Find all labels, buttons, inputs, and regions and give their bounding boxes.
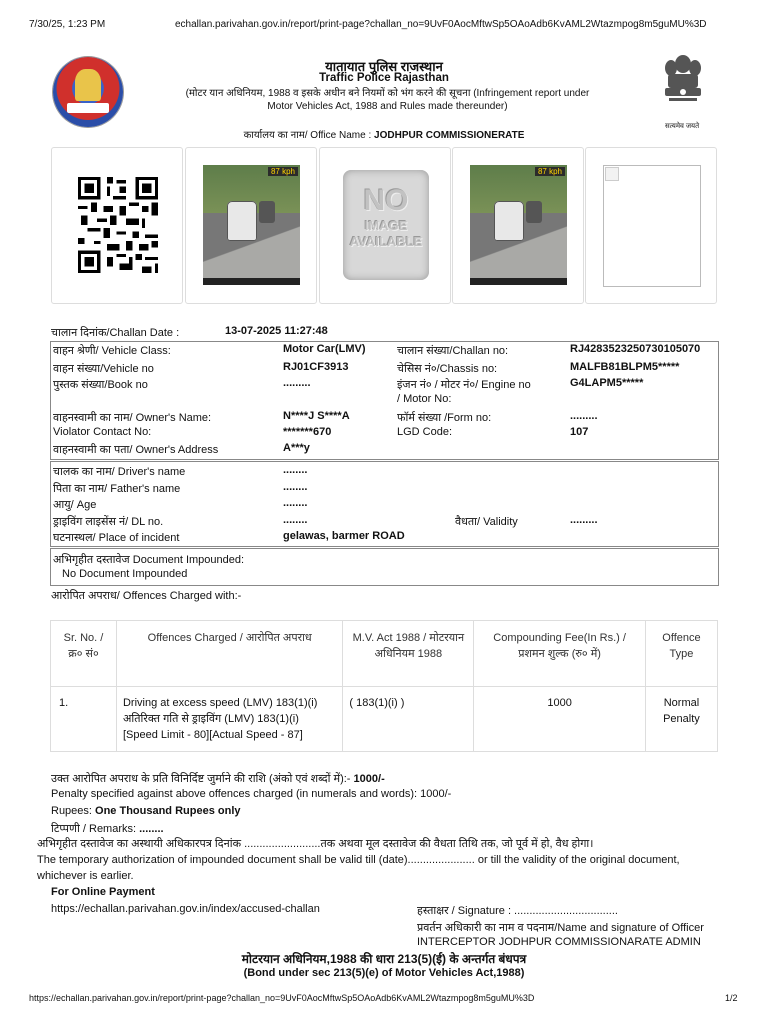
owner-name-label: वाहनस्वामी का नाम/ Owner's Name: (53, 412, 212, 424)
table-row (51, 687, 718, 752)
challan-no-value: RJ4283523250730105070 (570, 343, 701, 355)
father-name-value: ........ (283, 481, 308, 493)
lgd-code-value: 107 (570, 426, 589, 438)
officer-label: प्रवर्तन अधिकारी का नाम व पदनाम/Name and signature of Officer (417, 922, 704, 934)
dl-no-value: ........ (283, 514, 308, 526)
offence-line-3: [Speed Limit - 80][Actual Speed - 87] (122, 729, 303, 741)
driver-name-value: ........ (283, 464, 308, 476)
violation-photo-1 (203, 165, 300, 285)
title-english: Traffic Police Rajasthan (319, 72, 449, 84)
challan-date-value: 13-07-2025 11:27:48 (225, 325, 328, 337)
challan-date-label: चालान दिनांक/Challan Date : (51, 327, 180, 339)
vehicle-class-value: Motor Car(LMV) (283, 343, 366, 355)
subtitle: (मोटर यान अधिनियम, 1988 व इसके अधीन बने नियमों को भंग करने की सूचना (Infringement report under Motor Vehicles Act, 1988 and Rules made thereunder) (185, 88, 590, 112)
remarks-value: ........ (139, 823, 164, 835)
violation-photo-2 (470, 165, 567, 285)
speed-overlay: 87 kph (535, 167, 565, 176)
col-fee: Compounding Fee(In Rs.) / प्रशमन शुल्क (रु० में) (474, 621, 646, 687)
no-image-card (319, 147, 451, 304)
office-name (0, 127, 768, 141)
offence-line-1: Driving at excess speed (LMV) 183(1)(i) (122, 697, 318, 709)
chassis-no-value: MALFB81BLPM5***** (570, 361, 680, 373)
col-type: Offence Type (645, 621, 717, 687)
speed-overlay: 87 kph (268, 167, 298, 176)
contact-no-label: Violator Contact No: (53, 426, 152, 438)
col-act: M.V. Act 1988 / मोटरयान अधिनियम 1988 (343, 621, 474, 687)
col-sr-no: Sr. No. / क्र० सं० (51, 621, 117, 687)
book-no-label: पुस्तक संख्या/Book no (53, 379, 148, 391)
print-datetime: 7/30/25, 1:23 PM (29, 19, 106, 30)
father-name-label: पिता का नाम/ Father's name (53, 483, 181, 495)
form-no-label: फॉर्म संख्या /Form no: (397, 412, 492, 424)
contact-no-value: *******670 (283, 426, 332, 438)
page-number: 1/2 (725, 993, 738, 1003)
rupees-line (51, 805, 241, 817)
rupees-label: Rupees: (51, 805, 96, 817)
qr-code-icon (78, 177, 158, 273)
temp-authorization-english-2: whichever is earlier. (37, 870, 134, 882)
office-value: JODHPUR COMMISSIONERATE (374, 130, 525, 141)
emblem-caption: सत्यमेव जयते (665, 123, 700, 130)
owner-name-value: N****J S****A (283, 410, 350, 422)
book-no-value: ......... (283, 377, 311, 389)
age-value: ........ (283, 497, 308, 509)
title-hindi: यातायात पुलिस राजस्थान (325, 59, 443, 74)
age-label: आयु/ Age (53, 499, 97, 511)
violation-photo-card-2 (452, 147, 584, 304)
challan-no-label: चालान संख्या/Challan no: (397, 345, 509, 357)
footer-url: https://echallan.parivahan.gov.in/report/print-page?challan_no=9UvF0AocMftwSp5OAoAdb6KvAML2Wtazmpog8m5guMU%3D (29, 993, 535, 1003)
temp-authorization-hindi: अभिगृहीत दस्तावेज का अस्थायी अधिकारपत्र दिनांक .........................तक अथवा मूल दस्तावेज की वैधता तिथि तक, जो पूर्व में हो, वैध होगा। (37, 838, 594, 850)
owner-address-value: A***y (283, 442, 310, 454)
penalty-hindi-value: 1000/- (350, 773, 385, 785)
temp-authorization-english-1: The temporary authorization of impounded document shall be valid till (date)...................... or till the validity of the original document, (37, 854, 680, 866)
broken-image-card (585, 147, 717, 304)
print-url: echallan.parivahan.gov.in/report/print-page?challan_no=9UvF0AocMftwSp5OAoAdb6KvAML2Wtazmpog8m5guMU%3D (175, 19, 707, 30)
place-value: gelawas, barmer ROAD (283, 530, 405, 542)
document-impounded-value: No Document Impounded (62, 568, 188, 580)
bond-title-english: (Bond under sec 213(5)(e) of Motor Vehicles Act,1988) (243, 967, 525, 979)
cell-offence (116, 687, 342, 752)
driver-name-label: चालक का नाम/ Driver's name (53, 466, 186, 478)
vehicle-no-value: RJ01CF3913 (283, 361, 349, 373)
dl-no-label: ड्राइविंग लाइसेंस नं/ DL no. (53, 516, 164, 528)
document-impounded-label: अभिगृहीत दस्तावेज Document Impounded: (53, 554, 245, 566)
engine-no-value: G4LAPM5***** (570, 377, 644, 389)
qr-code-card (51, 147, 183, 304)
owner-address-label: वाहनस्वामी का पता/ Owner's Address (53, 444, 219, 456)
col-offence: Offences Charged / आरोपित अपराध (116, 621, 342, 687)
bond-title-hindi: मोटरयान अधिनियम,1988 की धारा 213(5)(ई) के अन्तर्गत बंधपत्र (241, 952, 527, 966)
vehicle-class-label: वाहन श्रेणी/ Vehicle Class: (53, 345, 171, 357)
penalty-hindi-label: उक्त आरोपित अपराध के प्रति विनिर्दिष्ट जुर्माने की राशि (अंको एवं शब्दों में):- (51, 773, 351, 785)
no-image-placeholder: NO IMAGE AVAILABLE (343, 170, 429, 280)
penalty-hindi (51, 771, 385, 786)
broken-image-icon (603, 165, 701, 287)
cell-fee: 1000 (474, 687, 646, 752)
signature-line: हस्ताक्षर / Signature : .................................. (417, 905, 618, 917)
online-payment-heading: For Online Payment (51, 886, 155, 898)
office-label: कार्यालय का नाम/ Office Name : (243, 130, 375, 141)
motor-no-label: / Motor No: (397, 393, 452, 405)
cell-act: ( 183(1)(i) ) (343, 687, 474, 752)
online-payment-link[interactable]: https://echallan.parivahan.gov.in/index/accused-challan (51, 903, 320, 915)
offence-line-2: अतिरिक्त गति से ड्राइविंग (LMV) 183(1)(i) (122, 713, 299, 725)
vehicle-no-label: वाहन संख्या/Vehicle no (53, 363, 154, 375)
lgd-code-label: LGD Code: (397, 426, 453, 438)
offence-table (50, 620, 718, 752)
validity-value: ......... (570, 514, 598, 526)
rupees-value: One Thousand Rupees only (95, 805, 241, 817)
penalty-english: Penalty specified against above offences charged (in numerals and words): 1000/- (51, 788, 452, 800)
place-label: घटनास्थल/ Place of incident (53, 532, 180, 544)
remarks-line (51, 821, 164, 836)
cell-sr: 1. (51, 687, 117, 752)
chassis-no-label: चेसिस नं०/Chassis no: (397, 363, 498, 375)
offences-charged-label: आरोपित अपराध/ Offences Charged with:- (51, 590, 242, 602)
officer-value: INTERCEPTOR JODHPUR COMMISSIONARATE ADMIN (417, 936, 701, 948)
form-no-value: ......... (570, 410, 598, 422)
engine-no-label: इंजन नं० / मोटर नं०/ Engine no (397, 379, 531, 391)
validity-label: वैधता/ Validity (455, 516, 518, 528)
violation-photo-card-1 (185, 147, 317, 304)
remarks-label: टिप्पणी / Remarks: (51, 823, 140, 835)
cell-type: Normal Penalty (645, 687, 717, 752)
